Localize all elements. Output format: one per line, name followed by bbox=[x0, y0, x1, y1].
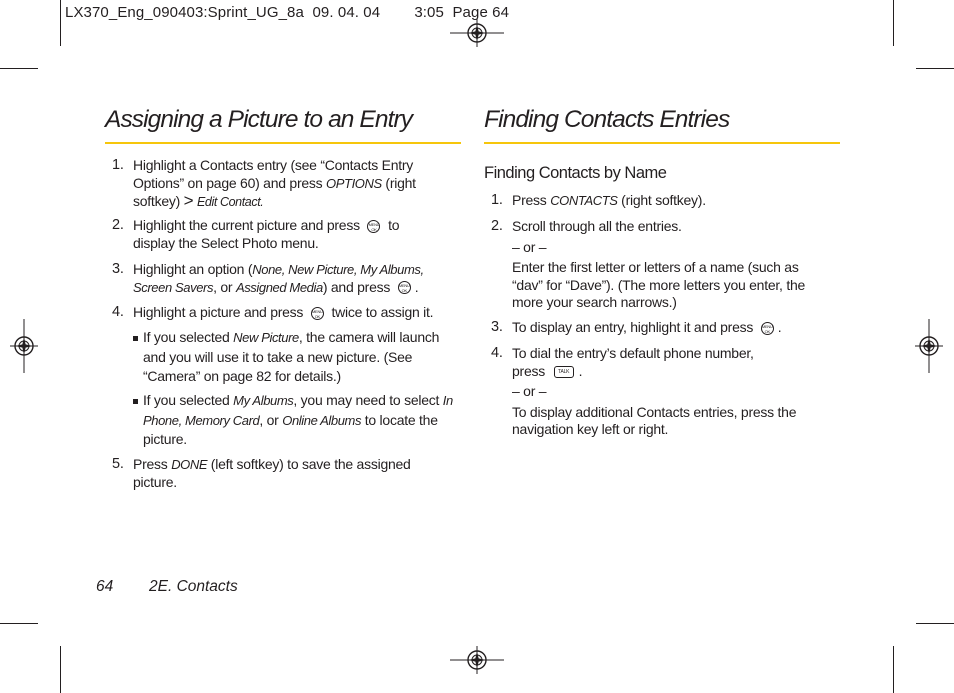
menu-ok-key-icon: MENU OK bbox=[311, 308, 323, 319]
bullet-icon bbox=[133, 336, 138, 341]
step-number: 3. bbox=[112, 261, 124, 277]
step-number: 2. bbox=[491, 218, 503, 234]
online-albums-label: Online Albums bbox=[282, 412, 362, 428]
new-picture-label: New Picture bbox=[233, 330, 299, 345]
step-number: 5. bbox=[112, 456, 124, 472]
contacts-softkey-label: CONTACTS bbox=[550, 193, 618, 208]
step-text: To dial the entry’s default phone number, press TALK . – or – To display additional Contacts entries, press the navigation key left or right. bbox=[512, 345, 824, 439]
page-number: 64 bbox=[96, 578, 114, 595]
crop-mark-top-right-horizontal bbox=[916, 68, 954, 69]
step-number: 2. bbox=[112, 217, 124, 233]
step-number: 1. bbox=[112, 157, 124, 173]
menu-separator: > bbox=[183, 191, 194, 210]
registration-mark-top-icon bbox=[450, 19, 504, 47]
step-text: Highlight an option (None, New Picture, My Albums, Screen Savers, or Assigned Media) and press MENU OK . bbox=[133, 261, 424, 295]
crop-mark-bottom-right-vertical bbox=[893, 646, 894, 693]
step-number: 3. bbox=[491, 319, 503, 335]
crop-mark-top-left-horizontal bbox=[0, 68, 38, 69]
edit-contact-label: Edit Contact. bbox=[196, 195, 264, 209]
storage-options-label: In Phone, Memory Card bbox=[143, 393, 453, 428]
options-softkey-label: OPTIONS bbox=[326, 175, 382, 191]
step-text: Highlight a Contacts entry (see “Contacts Entry Options” on page 60) and press OPTIONS (right softkey) > Edit Contact. bbox=[133, 157, 416, 210]
right-heading-rule bbox=[484, 142, 840, 144]
crop-mark-bottom-left-horizontal bbox=[0, 623, 38, 624]
my-albums-label: My Albums bbox=[233, 393, 294, 408]
done-softkey-label: DONE bbox=[171, 457, 208, 472]
registration-mark-left-icon bbox=[10, 319, 38, 373]
picture-options-list: None, New Picture, My Albums, Screen Savers bbox=[133, 262, 424, 295]
bullet-text: If you selected New Picture, the camera will launch and you will use it to take a new picture. (See “Camera” on page 82 for details.) bbox=[143, 329, 440, 384]
assigned-media-label: Assigned Media bbox=[235, 279, 323, 295]
talk-key-icon: TALK bbox=[554, 366, 574, 378]
step-text: To display an entry, highlight it and press MENU OK . bbox=[512, 319, 782, 335]
section-label: 2E. Contacts bbox=[149, 578, 238, 595]
left-section-heading: Assigning a Picture to an Entry bbox=[105, 106, 413, 133]
step-text: Highlight the current picture and press MENU OK to display the Select Photo menu. bbox=[133, 217, 400, 251]
menu-ok-key-icon: MENU OK bbox=[398, 283, 410, 294]
crop-mark-top-right-vertical bbox=[893, 0, 894, 46]
crop-mark-top-left-vertical bbox=[60, 0, 61, 46]
or-divider: – or – bbox=[512, 238, 547, 255]
step-text: Press DONE (left softkey) to save the assigned picture. bbox=[133, 456, 411, 490]
step-text: Scroll through all the entries. – or – Enter the first letter or letters of a name (such as “dav” for “Dave”). (The more letters you enter, the more your search narrows.) bbox=[512, 218, 824, 312]
menu-ok-key-icon: MENU OK bbox=[368, 221, 380, 232]
bullet-text: If you selected My Albums, you may need to select In Phone, Memory Card, or Online Albums to locate the picture. bbox=[143, 392, 453, 447]
right-section-heading: Finding Contacts Entries bbox=[484, 106, 730, 133]
step-number: 4. bbox=[491, 345, 503, 361]
crop-mark-bottom-right-horizontal bbox=[916, 623, 954, 624]
crop-mark-bottom-left-vertical bbox=[60, 646, 61, 693]
print-slug: LX370_Eng_090403:Sprint_UG_8a 09. 04. 04 3:05 Page 64 bbox=[65, 4, 510, 21]
step-number: 1. bbox=[491, 192, 503, 208]
step-text: Highlight a picture and press MENU OK twice to assign it. bbox=[133, 304, 434, 320]
registration-mark-bottom-icon bbox=[450, 646, 504, 674]
menu-ok-key-icon: MENU OK bbox=[761, 323, 773, 334]
left-heading-rule bbox=[105, 142, 461, 144]
step-number: 4. bbox=[112, 304, 124, 320]
registration-mark-right-icon bbox=[915, 319, 943, 373]
step-text: Press CONTACTS (right softkey). bbox=[512, 192, 706, 208]
right-subheading: Finding Contacts by Name bbox=[484, 164, 667, 182]
bullet-icon bbox=[133, 399, 138, 404]
or-divider: – or – bbox=[512, 383, 547, 399]
